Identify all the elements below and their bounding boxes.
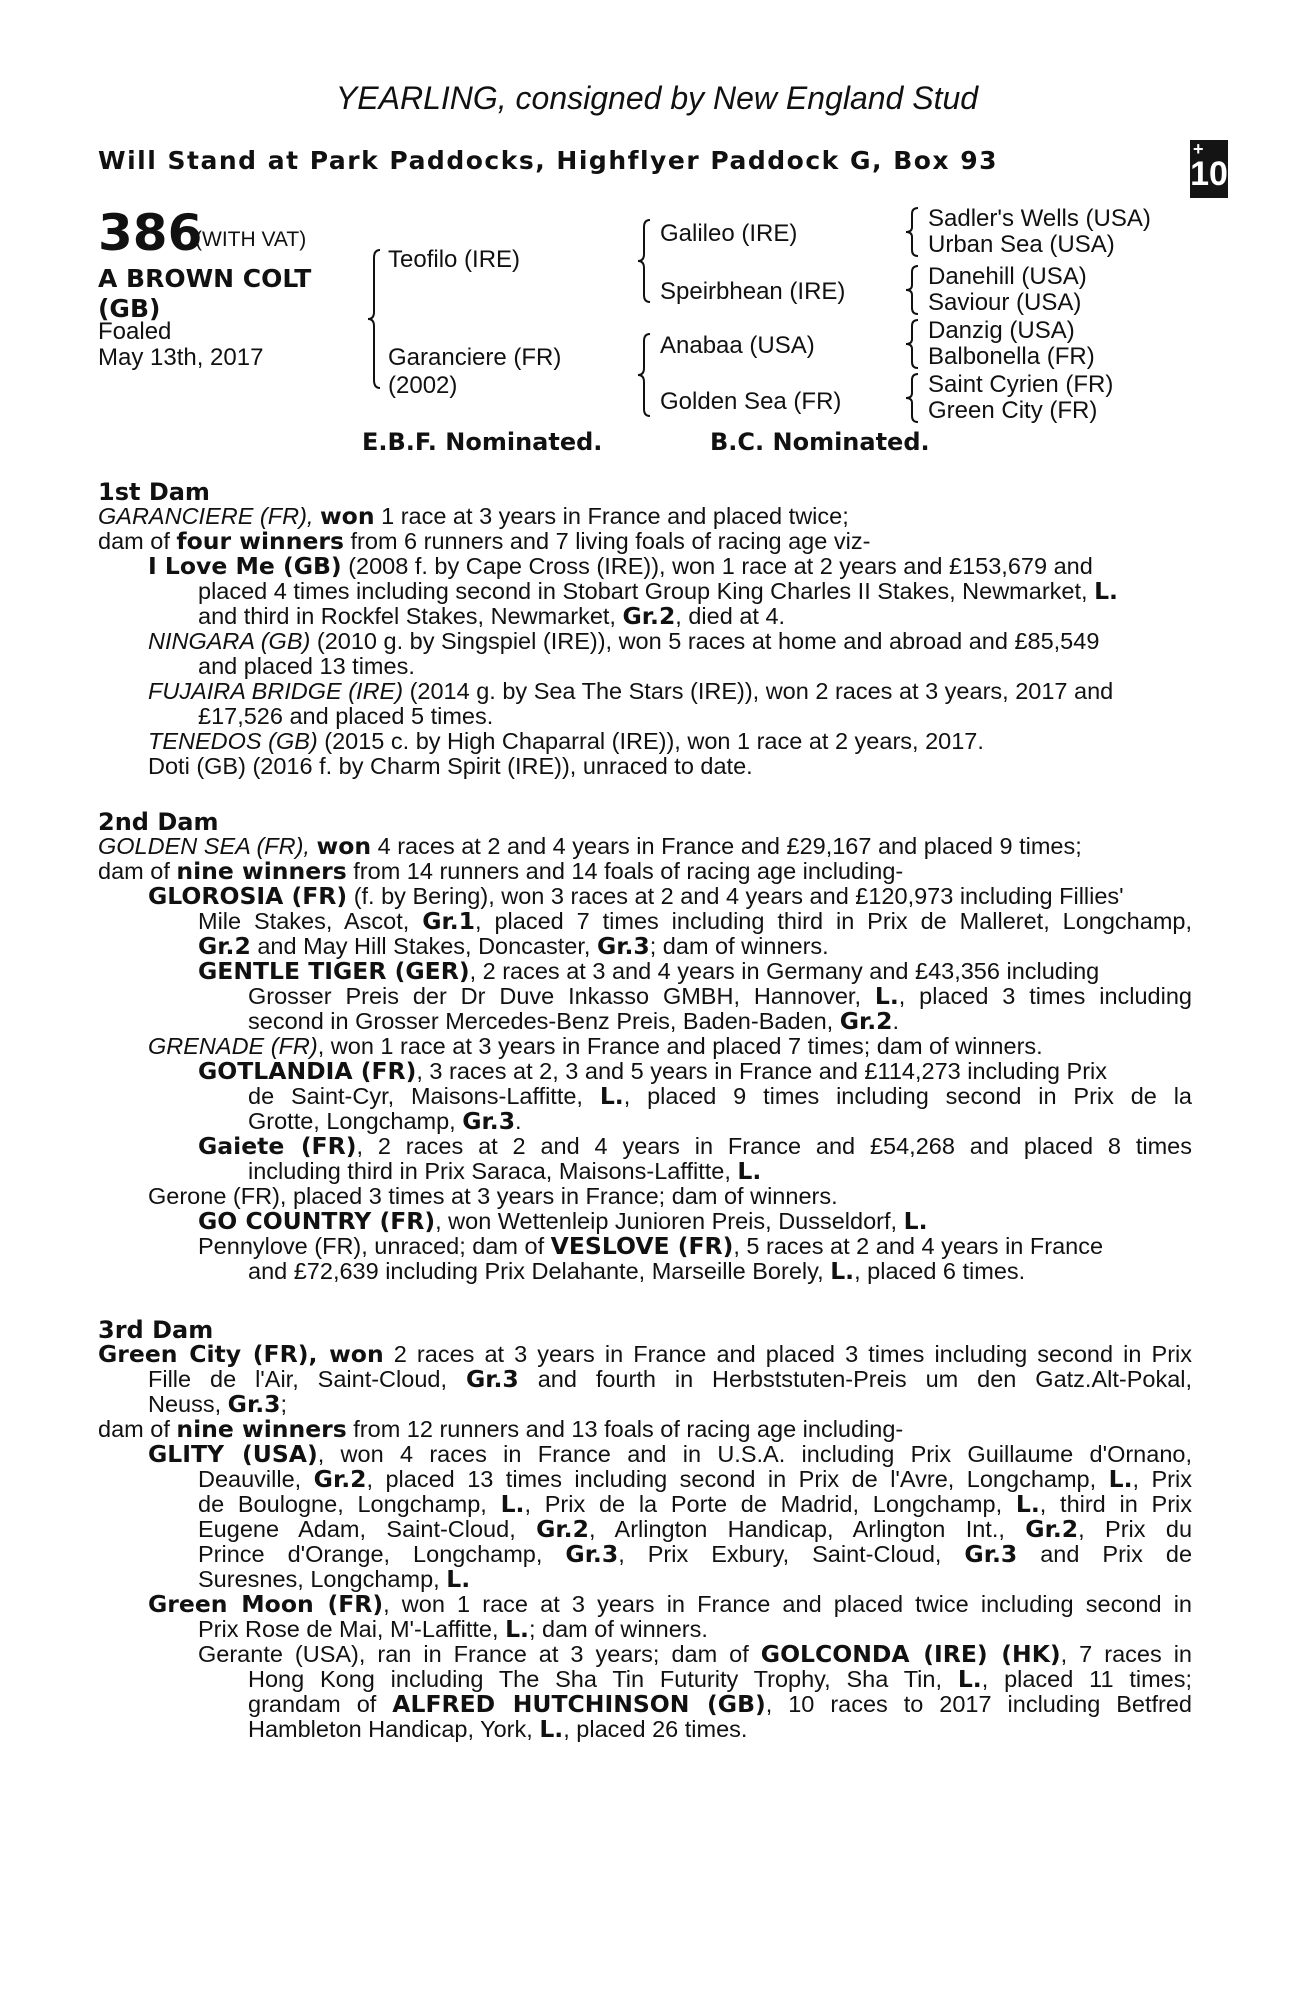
- second-dam-line-9: GRENADE (FR), won 1 race at 3 years in France and placed 7 times; dam of winners.: [148, 1033, 1043, 1059]
- second-dam-line-8: second in Grosser Mercedes-Benz Preis, Baden-Baden, Gr.2.: [248, 1007, 900, 1035]
- dam-year: (2002): [388, 372, 458, 399]
- second-dam-line-11: de Saint-Cyr, Maisons-Laffitte, L., placed 9 times including second in Prix de la: [248, 1082, 1192, 1110]
- third-dam-line-1: Green City (FR), won 2 races at 3 years in France and placed 3 times including second in Prix: [98, 1340, 1192, 1368]
- sire-dam: Speirbhean (IRE): [660, 278, 846, 305]
- second-dam-line-15: Gerone (FR), placed 3 times at 3 years in France; dam of winners.: [148, 1183, 838, 1209]
- first-dam-line-8: FUJAIRA BRIDGE (IRE) (2014 g. by Sea The Stars (IRE)), won 2 races at 3 years, 2017 and: [148, 678, 1114, 704]
- pedigree-bracket-gen1: [368, 248, 382, 390]
- third-dam-line-7: de Boulogne, Longchamp, L., Prix de la Porte de Madrid, Longchamp, L., third in Prix: [198, 1490, 1192, 1518]
- pedigree-bracket-sire: [638, 218, 652, 304]
- third-dam-line-12: Prix Rose de Mai, M'-Laffitte, L.; dam of winners.: [198, 1615, 708, 1643]
- third-dam-line-14: Hong Kong including The Sha Tin Futurity Trophy, Sha Tin, L., placed 11 times;: [248, 1665, 1193, 1693]
- sire: Teofilo (IRE): [388, 246, 521, 273]
- first-dam-line-1: GARANCIERE (FR), won 1 race at 3 years in France and placed twice;: [98, 502, 849, 530]
- ancestor-saint-cyrien: Saint Cyrien (FR): [928, 371, 1114, 398]
- sire-sire: Galileo (IRE): [660, 220, 798, 247]
- second-dam-line-13: Gaiete (FR), 2 races at 2 and 4 years in France and £54,268 and placed 8 times: [198, 1132, 1192, 1160]
- third-dam-line-3: Neuss, Gr.3;: [148, 1390, 288, 1418]
- second-dam-line-1: GOLDEN SEA (FR), won 4 races at 2 and 4 years in France and £29,167 and placed 9 times;: [98, 832, 1082, 860]
- first-dam-line-9: £17,526 and placed 5 times.: [198, 703, 494, 729]
- second-dam-line-10: GOTLANDIA (FR), 3 races at 2, 3 and 5 years in France and £114,273 including Prix: [198, 1057, 1107, 1085]
- second-dam-line-2: dam of nine winners from 14 runners and 14 foals of racing age including-: [98, 857, 904, 885]
- second-dam-line-5: Gr.2 and May Hill Stakes, Doncaster, Gr.3; dam of winners.: [198, 932, 829, 960]
- pedigree-bracket-g3-1: [906, 206, 920, 258]
- second-dam-line-3: GLOROSIA (FR) (f. by Bering), won 3 races at 2 and 4 years and £120,973 including Fillies': [148, 882, 1124, 910]
- third-dam-line-13: Gerante (USA), ran in France at 3 years; dam of GOLCONDA (IRE) (HK), 7 races in: [198, 1640, 1192, 1668]
- third-dam-line-6: Deauville, Gr.2, placed 13 times including second in Prix de l'Avre, Longchamp, L., Prix: [198, 1465, 1192, 1493]
- third-dam-line-8: Eugene Adam, Saint-Cloud, Gr.2, Arlington Handicap, Arlington Int., Gr.2, Prix du: [198, 1515, 1193, 1543]
- lot-badge: [1190, 140, 1228, 198]
- third-dam-line-15: grandam of ALFRED HUTCHINSON (GB), 10 races to 2017 including Betfred: [248, 1690, 1193, 1718]
- lot-number: 386: [98, 204, 203, 262]
- badge-number: 10: [1190, 155, 1228, 193]
- pedigree-bracket-dam: [638, 332, 652, 418]
- first-dam-line-7: and placed 13 times.: [198, 653, 415, 679]
- ancestor-danehill: Danehill (USA): [928, 263, 1087, 290]
- ancestor-sadlers-wells: Sadler's Wells (USA): [928, 205, 1151, 232]
- first-dam-line-5: and third in Rockfel Stakes, Newmarket, Gr.2, died at 4.: [198, 602, 786, 630]
- second-dam-line-18: and £72,639 including Prix Delahante, Marseille Borely, L., placed 6 times.: [248, 1257, 1026, 1285]
- first-dam-heading: 1st Dam: [98, 478, 210, 506]
- colt-description: A BROWN COLT (GB): [98, 264, 312, 323]
- third-dam-line-5: GLITY (USA), won 4 races in France and in U.S.A. including Prix Guillaume d'Ornano,: [148, 1440, 1192, 1468]
- ancestor-balbonella: Balbonella (FR): [928, 343, 1095, 370]
- foaled-label: Foaled: [98, 318, 172, 345]
- ancestor-danzig: Danzig (USA): [928, 317, 1075, 344]
- badge-plus: +: [1193, 139, 1204, 159]
- second-dam-line-6: GENTLE TIGER (GER), 2 races at 3 and 4 years in Germany and £43,356 including: [198, 957, 1100, 985]
- third-dam-line-16: Hambleton Handicap, York, L., placed 26 times.: [248, 1715, 748, 1743]
- pedigree-bracket-g3-4: [906, 372, 920, 424]
- third-dam-line-9: Prince d'Orange, Longchamp, Gr.3, Prix Exbury, Saint-Cloud, Gr.3 and Prix de: [198, 1540, 1193, 1568]
- first-dam-line-11: Doti (GB) (2016 f. by Charm Spirit (IRE)), unraced to date.: [148, 753, 753, 779]
- ancestor-green-city: Green City (FR): [928, 397, 1098, 424]
- vat-note: (WITH VAT): [195, 228, 307, 251]
- first-dam-line-6: NINGARA (GB) (2010 g. by Singspiel (IRE)), won 5 races at home and abroad and £85,549: [148, 628, 1100, 654]
- pedigree-bracket-g3-3: [906, 318, 920, 370]
- ebf-nomination: E.B.F. Nominated.: [362, 428, 603, 456]
- third-dam-line-11: Green Moon (FR), won 1 race at 3 years in France and placed twice including second in: [148, 1590, 1192, 1618]
- second-dam-line-7: Grosser Preis der Dr Duve Inkasso GMBH, Hannover, L., placed 3 times including: [248, 982, 1192, 1010]
- foaled-date: May 13th, 2017: [98, 344, 264, 371]
- ancestor-saviour: Saviour (USA): [928, 289, 1082, 316]
- second-dam-line-12: Grotte, Longchamp, Gr.3.: [248, 1107, 522, 1135]
- second-dam-line-17: Pennylove (FR), unraced; dam of VESLOVE (FR), 5 races at 2 and 4 years in France: [198, 1232, 1104, 1260]
- third-dam-heading: 3rd Dam: [98, 1316, 214, 1344]
- third-dam-line-4: dam of nine winners from 12 runners and 13 foals of racing age including-: [98, 1415, 904, 1443]
- dam: Garanciere (FR): [388, 344, 562, 371]
- ancestor-urban-sea: Urban Sea (USA): [928, 231, 1115, 258]
- first-dam-line-4: placed 4 times including second in Stobart Group King Charles II Stakes, Newmarket, L.: [198, 577, 1118, 605]
- third-dam-line-10: Suresnes, Longchamp, L.: [198, 1565, 471, 1593]
- consignor-line: YEARLING, consigned by New England Stud: [335, 80, 979, 116]
- first-dam-line-3: I Love Me (GB) (2008 f. by Cape Cross (IRE)), won 1 race at 2 years and £153,679 and: [148, 552, 1093, 580]
- bc-nomination: B.C. Nominated.: [710, 428, 930, 456]
- pedigree-bracket-g3-2: [906, 264, 920, 316]
- second-dam-line-4: Mile Stakes, Ascot, Gr.1, placed 7 times including third in Prix de Malleret, Longchamp,: [198, 907, 1192, 935]
- standing-location: Will Stand at Park Paddocks, Highflyer Paddock G, Box 93: [98, 146, 999, 175]
- first-dam-line-2: dam of four winners from 6 runners and 7 living foals of racing age viz-: [98, 527, 871, 555]
- dam-dam: Golden Sea (FR): [660, 388, 842, 415]
- second-dam-heading: 2nd Dam: [98, 808, 219, 836]
- third-dam-line-2: Fille de l'Air, Saint-Cloud, Gr.3 and fourth in Herbststuten-Preis um den Gatz.Alt-Pokal,: [148, 1365, 1193, 1393]
- dam-sire: Anabaa (USA): [660, 332, 815, 359]
- first-dam-line-10: TENEDOS (GB) (2015 c. by High Chaparral (IRE)), won 1 race at 2 years, 2017.: [148, 728, 984, 754]
- second-dam-line-14: including third in Prix Saraca, Maisons-Laffitte, L.: [248, 1157, 762, 1185]
- second-dam-line-16: GO COUNTRY (FR), won Wettenleip Junioren Preis, Dusseldorf, L.: [198, 1207, 928, 1235]
